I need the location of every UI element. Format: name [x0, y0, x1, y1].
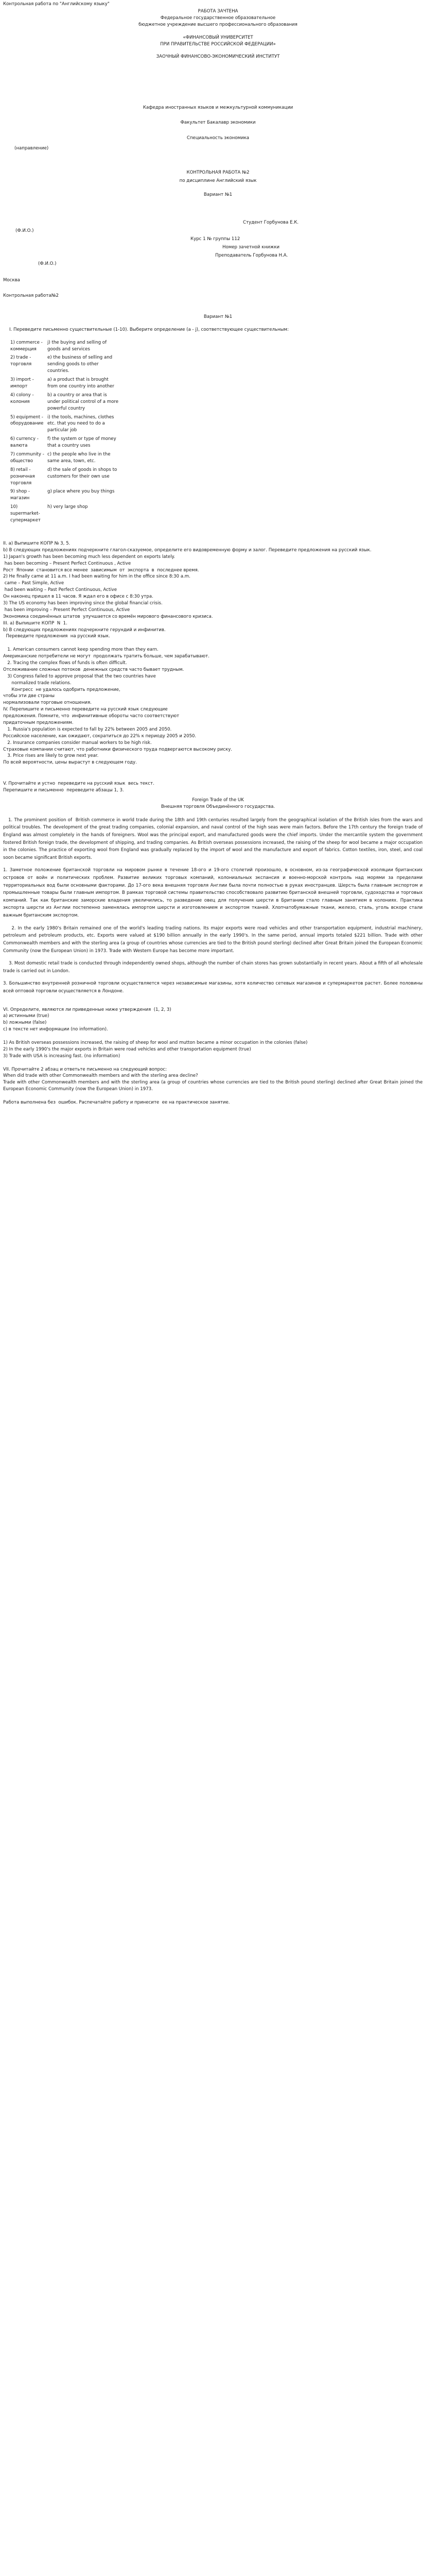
vocab-row [10, 414, 123, 436]
vocab-row [10, 340, 123, 355]
task-line: 3) Congress failed to approve proposal that the two countries have [3, 673, 156, 679]
task-line: VI. Определите, являются ли приведенные ниже утверждения (1, 2, 3) [3, 1007, 171, 1012]
city: Москва [3, 278, 20, 283]
vocab-row [10, 377, 123, 392]
tasks-6-7 [3, 1007, 433, 1106]
vocab-table [10, 340, 123, 526]
task-line: Экономика соединённых штатов улучшается со времён мирового финансового кризиса. [3, 614, 213, 619]
task-line [3, 1033, 423, 1040]
task-line: has been improving – Present Perfect Continuous, Active [3, 607, 130, 613]
task-line: 1. American consumers cannot keep spending more than they earn. [3, 647, 159, 653]
tasks-2-4 [3, 540, 433, 766]
vocab-term: 7) community - общество [10, 452, 44, 464]
work-body [0, 293, 436, 1106]
task-line: 1) As British overseas possessions increased, the raising of sheep for wool and mutton became a minor occupation in the colonies (false) [3, 1040, 308, 1046]
task-line: V. Прочитайте и устно переведите на русский язык весь текст. [3, 781, 154, 787]
vocab-row [10, 488, 123, 504]
vocab-definition: d) the sale of goods in shops to customers for their own use [47, 467, 117, 479]
vocab-definition: i) the tools, machines, clothes etc. that you need to do a particular job [47, 414, 114, 433]
task-line: нормализовали торговые отношения. [3, 700, 92, 706]
text-paragraphs [3, 817, 433, 995]
task-line: 3) The US economy has been improving since the global financial crisis. [3, 600, 163, 606]
task-line: 3) Trade with USA is increasing fast. (no information) [3, 1053, 120, 1059]
task-line: Конгресс не удалось одобрить предложение, [3, 687, 120, 692]
task-line: 2. Insurance companies consider manual workers to be high risk. [3, 740, 152, 745]
discipline: по дисциплине Английский язык [179, 178, 257, 183]
header-left: Контрольная работа по "Английскому языку" [3, 2, 110, 7]
task-line: Страховые компании считают, что работники физического труда подвергаются высокому риску. [3, 747, 232, 752]
task-line: 3. Price rises are likely to grow next year. [3, 753, 99, 759]
vocab-term: 2) trade - торговля [10, 355, 32, 367]
task5-intro [3, 781, 433, 794]
task-line: IV. Перепишите и письменно переведите на русский язык следующие [3, 707, 168, 713]
work-variant: Вариант №1 [203, 314, 233, 319]
task-line: had been waiting – Past Perfect Continuous, Active [3, 587, 117, 593]
task-line: а) истинными (true) [3, 1013, 49, 1019]
task-line: предложения. Помните, что инфинитивные обороты часто соответствуют [3, 714, 180, 719]
vocab-definition: h) very large shop [47, 504, 88, 510]
fio-2: (Ф.И.О.) [38, 261, 57, 266]
vocab-row [10, 392, 123, 414]
title-line-1: Федеральное государственное образовательное [160, 15, 276, 21]
vocab-term: 10) supermarket- супермаркет [10, 504, 41, 523]
variant-title: Вариант №1 [203, 192, 233, 197]
task-line: 1) Japan's growth has been becoming much less dependent on exports lately. [3, 554, 176, 560]
title-line-0: РАБОТА ЗАЧТЕНА [198, 9, 238, 14]
kurs: Курс 1 № группы 112 [190, 236, 240, 242]
title-line-2: бюджетное учреждение высшего профессионального образования [138, 22, 298, 27]
text-paragraph: 3. Most domestic retail trade is conducted through independently owned shops, although the number of chain stores has grown substantially in recent years. About a fifth of all wholesale trade is carried out in London. [3, 961, 424, 974]
task-line: 2) In the early 1990's the major exports in Britain were road vehicles and other transportation equipment (true) [3, 1046, 251, 1052]
vocab-definition: j) the buying and selling of goods and services [47, 340, 107, 352]
vocab-term: 9) shop - магазин [10, 489, 30, 501]
work-header: Контрольная работа№2 [3, 293, 59, 298]
text-paragraph: 1. Заметное положение британской торговли на мировом рынке в течение 18-ого и 19-ого столетий произошло, в основном, из-за географической изоляции британских островов от войн и политических проблем. Развитие великих торговых компаний, колониальных экспансия и военно-морской контроль над морями за пределами территориальных вод были основными факторами. До 17-ого века внешняя торговля Англии была почти полностью в руках иностранцев. Шерсть была главным экспортом и промышленные товары были главным импортом. В рамках торговой системы правительство способствовало развитию британской внешней торговли, судоходства и торговых компаний. Так как британские заморские владения увеличились, то разведение овец для получения шерсти в Британии стало главным занятием в колониях. Практика экспорта шерсти из Англии постепенно заменялась импортом шерсти и изготовлением и экспортом тканей. Хлопчатобумажные ткани, железо, сталь, уголь вскоре стали важным британским экспортом. [3, 868, 424, 919]
task-line: Работа выполнена без ошибок. Распечатайте работу и принесите ее на практическое занятие. [3, 1100, 230, 1106]
task-line: Американские потребители не могут продолжать тратить больше, чем зарабатывают. [3, 654, 210, 659]
teacher: Преподаватель Горбунова Н.А. [215, 253, 288, 258]
faculty: Факультет Бакалавр экономики [180, 120, 256, 125]
work-title: КОНТРОЛЬНАЯ РАБОТА №2 [186, 170, 250, 175]
task-line: III. a) Выпишите КОПР N 1. [3, 620, 67, 626]
task-line: придаточным предложениям. [3, 720, 74, 725]
kafedra: Кафедра иностранных языков и межкультурной коммуникации [143, 105, 293, 110]
task-line: b) ложными (false) [3, 1020, 47, 1026]
vocab-term: 5) equipment - оборудование [10, 414, 44, 427]
task-line: VII. Прочитайте 2 абзац и ответьте письменно на следующий вопрос: [3, 1066, 167, 1072]
student: Студент Горбунова Е.К. [243, 220, 299, 225]
vocab-definition: f) the system or type of money that a country uses [47, 436, 116, 449]
task-line: c) в тексте нет информации (no information). [3, 1027, 108, 1032]
task-line: Отслеживание сложных потоков денежных средств часто бывает трудным. [3, 667, 184, 672]
task-line: Перепишите и письменно переведите абзацы 1, 3. [3, 788, 124, 793]
vocab-definition: g) place where you buy things [47, 489, 115, 495]
speciality: Специальность экономика [186, 135, 250, 141]
vocab-row [10, 504, 123, 526]
vocab-row [10, 354, 123, 377]
task-line: came – Past Simple, Active [3, 581, 64, 586]
task-line [3, 640, 423, 647]
vocab-definition: c) the people who live in the same area, town, etc. [47, 452, 111, 464]
text-paragraph: 3. Большинство внутренней розничной торговли осуществляется через независимые магазины, хотя количество сетевых магазинов и супермаркетов растет. Более половины всей оптовой торговли осуществляется в Лондоне. [3, 981, 424, 994]
text-paragraph: 1. The prominent position of British commerce in world trade during the 18th and 19th centuries resulted largely from the geographical isolation of the British isles from the wars and political troubles. The development of the great trading companies, colonial expansion, and naval control of the high seas were main factors. Before the 17th century the foreign trade of England was almost completely in the hands of foreigners. Wool was the principal export, and manufactured goods were the chief imports. Under the mercantile system the government fostered British foreign trade, the development of shipping, and trading companies. As British overseas possessions increased, the raising of the sheep for wool became a major occupation in the colonies. The practice of exporting wool from England was gradually replaced by the import of wool and the manufacture and export of fabrics. Cotton textiles, iron, steel, and coal soon became significant British exports. [3, 817, 424, 860]
task-line: 1. Russia's population is expected to fall by 22% between 2005 and 2050. [3, 726, 172, 732]
vocab-row [10, 467, 123, 489]
task-line [3, 1093, 423, 1099]
task-line: Российское население, как ожидают, сократиться до 22% к периоду 2005 и 2050. [3, 733, 197, 739]
vocab-row [10, 436, 123, 451]
task-line: b) В следующих предложениях подчеркните глагол-сказуемое, определите его видовременную форму и залог. Переведите предложения на русский язык. [3, 547, 372, 553]
vocab-term: 8) retail - розничная торговля [10, 467, 35, 486]
task-line: Trade with other Commonwealth members and with the sterling area (a group of countries whose currencies are tied to the British pound sterling) declined after Great Britain joined the European Economic Community (now the European Union) in 1973. [3, 1080, 424, 1092]
task-line: normalized trade relations. [3, 680, 72, 686]
napravlenie: (направление) [14, 146, 49, 151]
task-line: Переведите предложения на русский язык. [3, 634, 110, 639]
task-line: When did trade with other Commonwealth members and with the sterling area decline? [3, 1073, 198, 1079]
vocab-row [10, 451, 123, 467]
task-line: Он наконец пришел в 11 часов. Я ждал его в офисе с 8:30 утра. [3, 594, 153, 600]
task-line: b) В следующих предложениях подчеркните герундий и инфинитив. [3, 627, 166, 633]
title-line-7: ЗАОЧНЫЙ ФИНАНСОВО-ЭКОНОМИЧЕСКИЙ ИНСТИТУТ [156, 54, 280, 60]
vocab-definition: e) the business of selling and sending goods to other countries. [47, 355, 113, 374]
task-line: has been becoming – Present Perfect Continuous , Active [3, 561, 131, 566]
task-line: По всей вероятности, цены вырастут в следующем году. [3, 760, 137, 766]
vocab-term: 6) currency - валюта [10, 436, 39, 449]
title-line-4: «ФИНАНСОВЫЙ УНИВЕРСИТЕТ [183, 35, 253, 40]
vocab-definition: b) a country or area that is under political control of a more powerful country [47, 392, 119, 411]
title-line-5: ПРИ ПРАВИТЕЛЬСТВЕ РОССИЙСКОЙ ФЕДЕРАЦИИ» [160, 41, 276, 47]
vocab-definition: a) a product that is brought from one country into another [47, 377, 114, 389]
vocab-term: 1) commerce - коммерция [10, 340, 43, 352]
task-line: 2) He finally came at 11 a.m. I had been waiting for him in the office since 8:30 a.m. [3, 574, 190, 580]
text-title: Foreign Trade of the UK [192, 798, 244, 803]
task-line: чтобы эти две страны [3, 693, 55, 699]
text-subtitle: Внешняя торговля Объединённого государства. [161, 804, 275, 809]
task-line: II. a) Выпишите КОПР № 3, 5. [3, 540, 71, 546]
fio-1: (Ф.И.О.) [15, 228, 34, 233]
zachet: Номер зачетной книжки [222, 245, 280, 250]
vocab-term: 4) colony - колония [10, 392, 34, 404]
text-paragraph: 2. In the early 1980's Britain remained one of the world's leading trading nations. Its major exports were road vehicles and other transportation equipment, industrial machinery, petroleum and petroleum products, etc. Exports were valued at $190 billion annually in the early 1990's. In the same period, annual imports totaled $221 billion. Trade with other Commonwealth members and with the sterling area (a group of countries whose currencies are tied to the British pound sterling) declined after Great Britain joined the European Economic Community (now the European Union) in 1973. Trade with Western Europe has become more important. [3, 925, 424, 954]
vocab-term: 3) import - импорт [10, 377, 34, 389]
task-line [3, 1060, 423, 1066]
task-line: Рост Японии становится все менее зависимым от экспорта в последнее время. [3, 567, 199, 573]
task1-intro: I. Переведите письменно существительные (1-10). Выберите определение (a - j), соответствующее существительным: [9, 327, 289, 332]
task-line: 2. Tracing the complex flows of funds is often difficult. [3, 660, 127, 666]
